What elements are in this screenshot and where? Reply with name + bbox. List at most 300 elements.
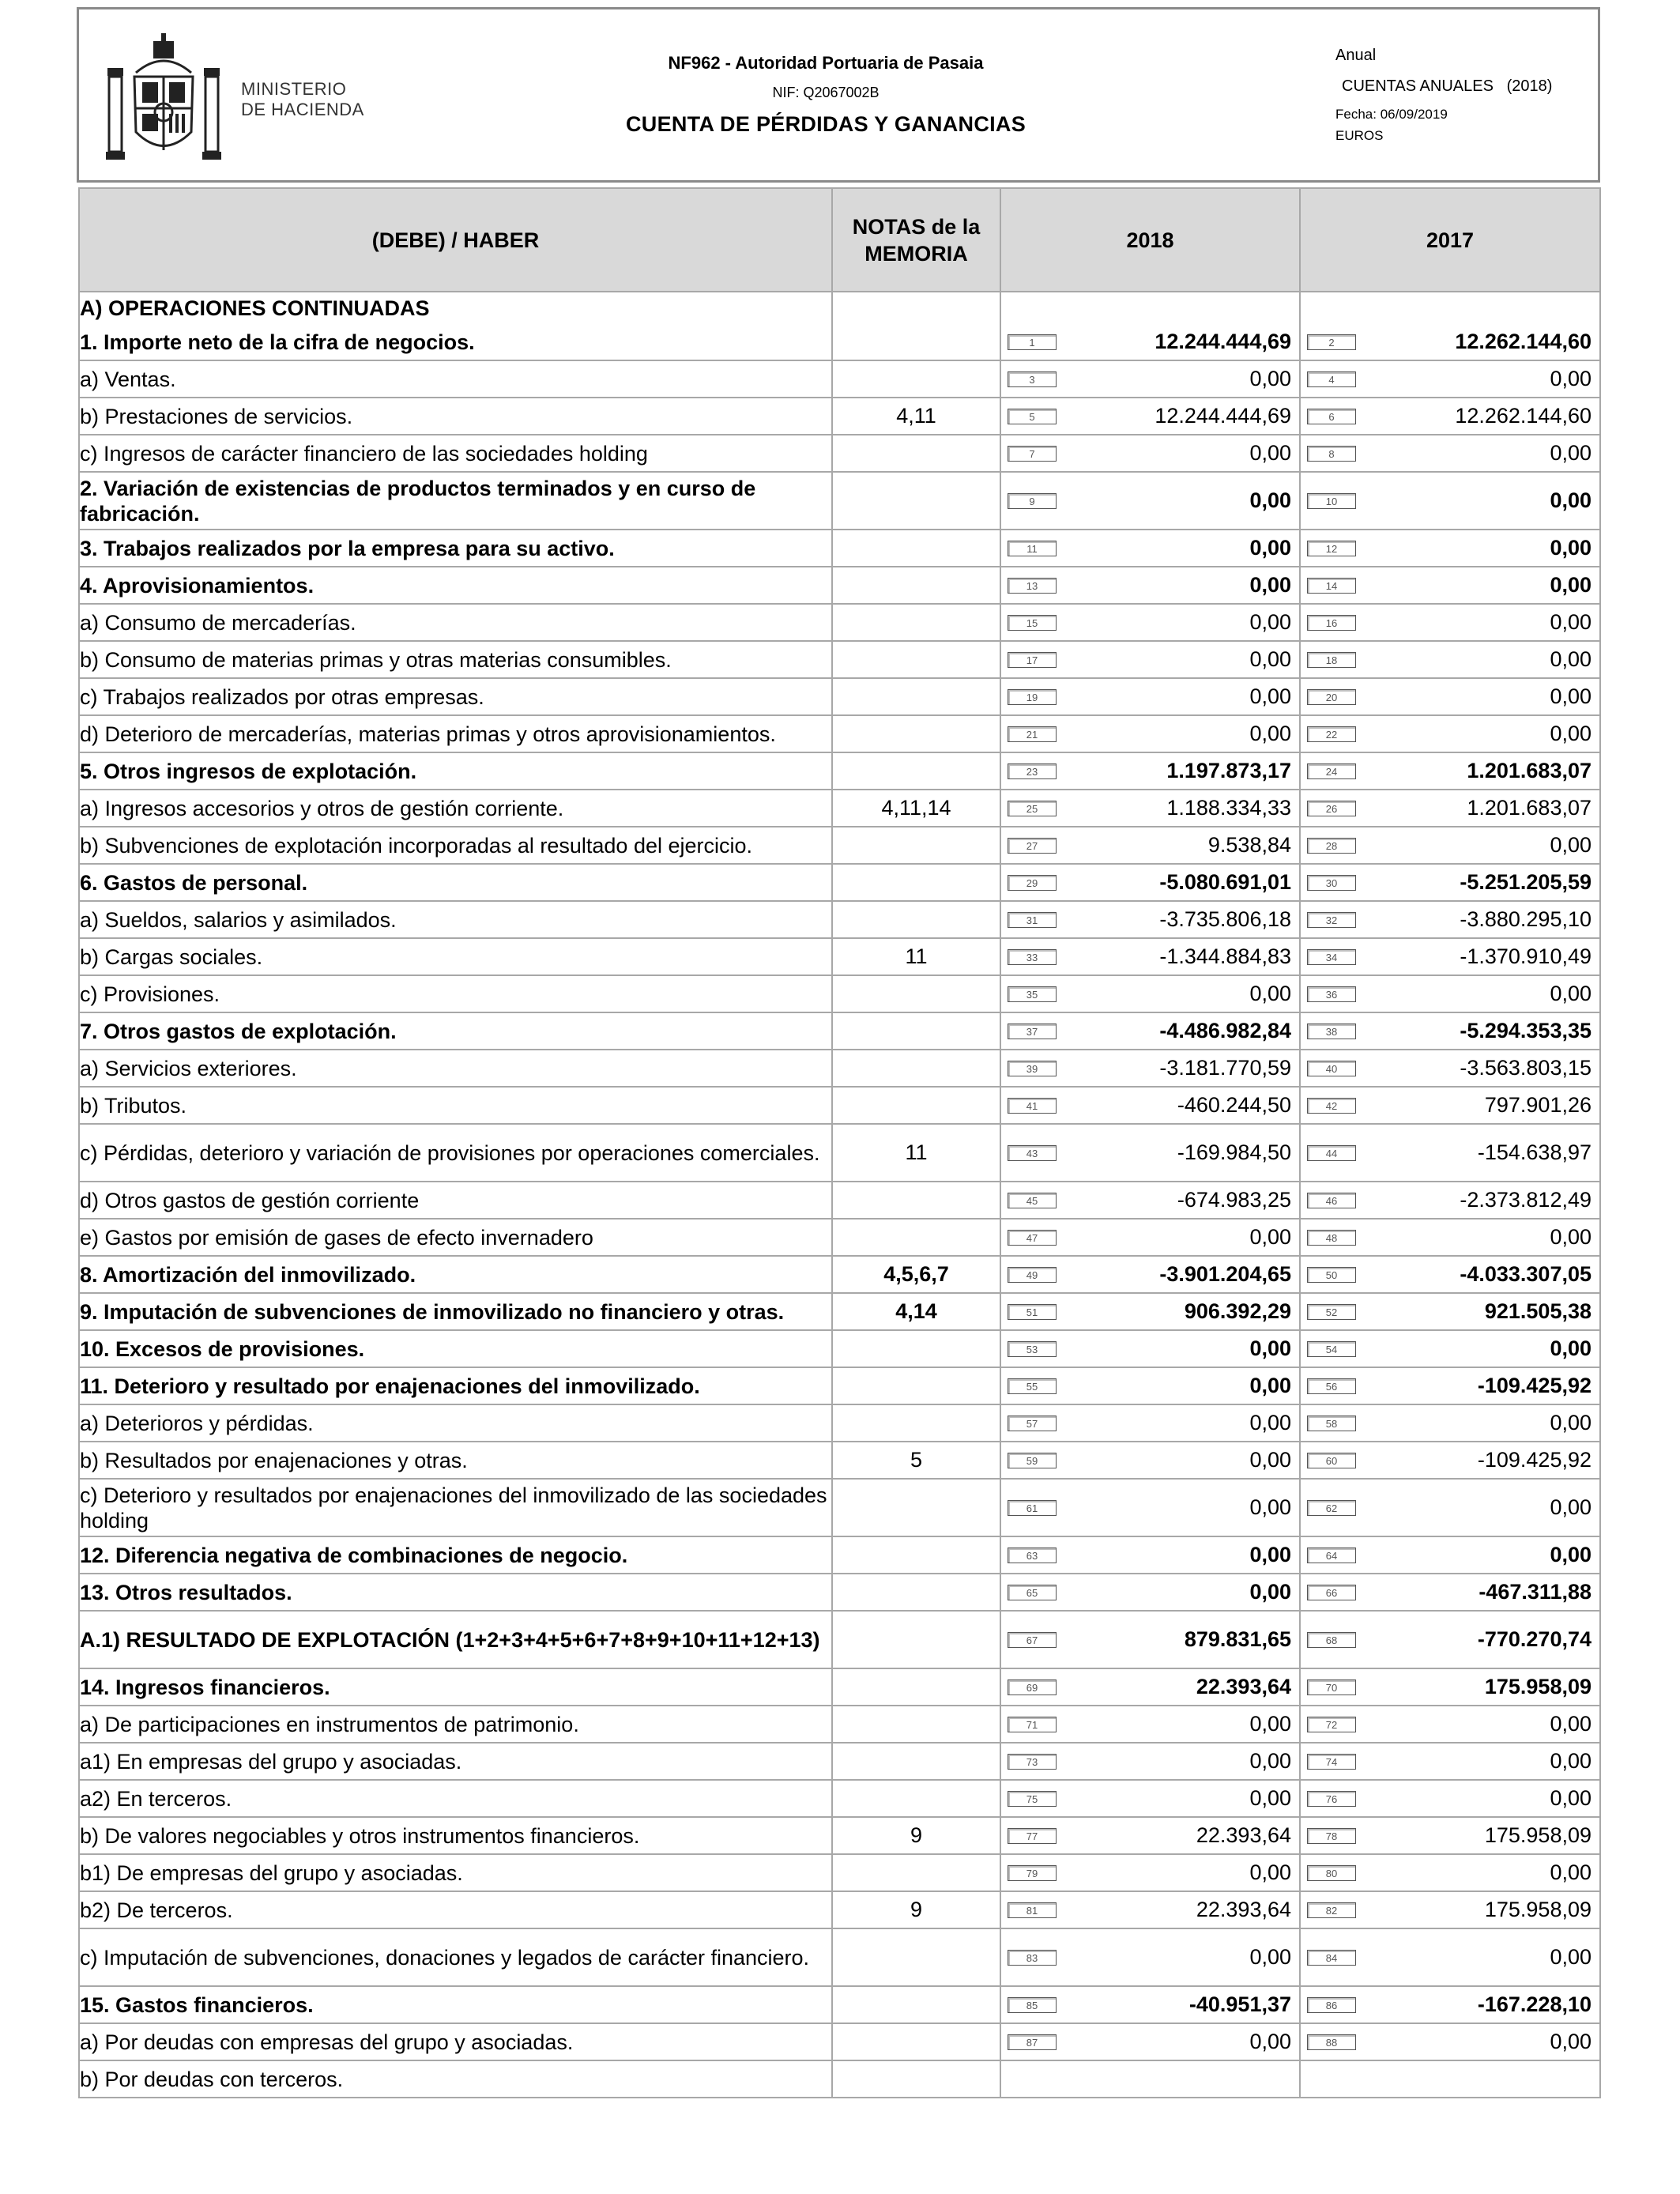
column-header-2018: 2018 <box>1000 188 1300 292</box>
value-2017: 0,00 <box>1550 1411 1591 1434</box>
value-2017: -467.311,88 <box>1478 1580 1591 1604</box>
table-row <box>79 1256 1600 1293</box>
document-title: CUENTA DE PÉRDIDAS Y GANANCIAS <box>625 112 1026 136</box>
value-2018-cell <box>1000 1743 1300 1780</box>
table-row <box>79 1479 1600 1536</box>
row-label: c) Trabajos realizados por otras empresas. <box>79 678 832 715</box>
field-number-box: 4 <box>1307 371 1356 387</box>
row-label: A.1) RESULTADO DE EXPLOTACIÓN (1+2+3+4+5+6+7+8+9+10+11+12+13) <box>79 1611 832 1668</box>
row-notes <box>832 1087 1000 1124</box>
field-number-box: 67 <box>1008 1632 1057 1648</box>
row-notes: 11 <box>832 938 1000 975</box>
row-notes <box>832 1050 1000 1087</box>
field-number-box: 84 <box>1307 1950 1356 1966</box>
field-number-box: 31 <box>1008 912 1057 928</box>
table-row <box>79 1854 1600 1891</box>
row-label: 4. Aprovisionamientos. <box>79 567 832 604</box>
value-2017-cell <box>1300 1182 1600 1219</box>
row-label: 14. Ingresos financieros. <box>79 1668 832 1706</box>
value-2017: -4.033.307,05 <box>1460 1262 1591 1286</box>
value-2018-cell <box>1000 1780 1300 1817</box>
value-2018: 0,00 <box>1249 1336 1291 1360</box>
table-row <box>79 1442 1600 1479</box>
row-label: b) Cargas sociales. <box>79 938 832 975</box>
value-2018: 0,00 <box>1249 1543 1291 1566</box>
ministry-line-2: DE HACIENDA <box>241 100 364 119</box>
value-2018: 0,00 <box>1249 488 1291 512</box>
row-label: b) Consumo de materias primas y otras materias consumibles. <box>79 641 832 678</box>
field-number-box: 48 <box>1307 1230 1356 1246</box>
value-2018: -460.244,50 <box>1177 1093 1291 1117</box>
value-2017-cell <box>1300 975 1600 1012</box>
value-2017-cell <box>1300 864 1600 901</box>
row-label: a) Deterioros y pérdidas. <box>79 1404 832 1442</box>
row-notes <box>832 1182 1000 1219</box>
field-number-box: 80 <box>1307 1865 1356 1881</box>
row-label: a) Ventas. <box>79 360 832 398</box>
row-notes <box>832 567 1000 604</box>
value-2018: 0,00 <box>1249 573 1291 597</box>
row-notes <box>832 2060 1000 2098</box>
row-label: a) De participaciones en instrumentos de patrimonio. <box>79 1706 832 1743</box>
value-2018-cell <box>1000 1293 1300 1330</box>
field-number-box: 21 <box>1008 726 1057 742</box>
value-2018-cell <box>1000 1611 1300 1668</box>
value-2017-cell <box>1300 530 1600 567</box>
value-2017: 12.262.144,60 <box>1455 404 1591 428</box>
row-label: a) Ingresos accesorios y otros de gestión corriente. <box>79 790 832 827</box>
table-row <box>79 975 1600 1012</box>
table-header-row <box>79 188 1600 292</box>
value-2018-cell <box>1000 1706 1300 1743</box>
field-number-box: 64 <box>1307 1547 1356 1563</box>
value-2018-cell <box>1000 567 1300 604</box>
row-label: b) Prestaciones de servicios. <box>79 398 832 435</box>
value-2017-cell <box>1300 567 1600 604</box>
row-notes <box>832 1330 1000 1367</box>
field-number-box: 23 <box>1008 763 1057 779</box>
row-notes <box>832 360 1000 398</box>
field-number-box: 82 <box>1307 1902 1356 1918</box>
field-number-box: 56 <box>1307 1378 1356 1394</box>
field-number-box: 17 <box>1008 652 1057 668</box>
table-row <box>79 1087 1600 1124</box>
table-row <box>79 752 1600 790</box>
field-number-box: 29 <box>1008 875 1057 891</box>
value-2017-cell <box>1300 1293 1600 1330</box>
field-number-box: 78 <box>1307 1828 1356 1844</box>
field-number-box: 34 <box>1307 949 1356 965</box>
table-row <box>79 472 1600 530</box>
value-2018: 0,00 <box>1249 1712 1291 1736</box>
field-number-box: 40 <box>1307 1061 1356 1076</box>
field-number-box: 60 <box>1307 1453 1356 1468</box>
value-2018-cell <box>1000 324 1300 360</box>
row-label: a2) En terceros. <box>79 1780 832 1817</box>
value-2018-cell <box>1000 1817 1300 1854</box>
row-notes <box>832 827 1000 864</box>
field-number-box: 38 <box>1307 1023 1356 1039</box>
row-notes: 4,14 <box>832 1293 1000 1330</box>
value-2018: 22.393,64 <box>1196 1898 1291 1921</box>
period-type: Anual <box>1335 47 1377 64</box>
row-notes <box>832 1928 1000 1986</box>
entity-name: NF962 - Autoridad Portuaria de Pasaia <box>668 53 984 73</box>
value-2017-cell <box>1300 1706 1600 1743</box>
row-notes <box>832 1706 1000 1743</box>
value-2018: -674.983,25 <box>1177 1188 1291 1212</box>
value-2017: 0,00 <box>1550 610 1591 634</box>
value-2017-cell <box>1300 324 1600 360</box>
value-2018: 0,00 <box>1249 1495 1291 1519</box>
table-row <box>79 641 1600 678</box>
value-2017: 0,00 <box>1550 1749 1591 1773</box>
value-2018-cell <box>1000 1986 1300 2023</box>
field-number-box: 9 <box>1008 493 1057 509</box>
value-2018-cell <box>1000 752 1300 790</box>
document-date: Fecha: 06/09/2019 <box>1335 107 1448 122</box>
value-2017: 0,00 <box>1550 1336 1591 1360</box>
value-2018: 1.197.873,17 <box>1166 759 1291 782</box>
value-2017: -1.370.910,49 <box>1460 944 1591 968</box>
value-2017-cell <box>1300 360 1600 398</box>
coat-of-arms-logo <box>104 33 223 168</box>
field-number-box: 33 <box>1008 949 1057 965</box>
row-label: d) Otros gastos de gestión corriente <box>79 1182 832 1219</box>
field-number-box: 26 <box>1307 801 1356 816</box>
value-2018-cell <box>1000 975 1300 1012</box>
row-label: d) Deterioro de mercaderías, materias primas y otros aprovisionamientos. <box>79 715 832 752</box>
value-2018: 12.244.444,69 <box>1155 330 1291 353</box>
value-2017-cell <box>1300 1928 1600 1986</box>
value-2018: -40.951,37 <box>1188 1992 1291 2016</box>
value-2018-cell <box>1000 1404 1300 1442</box>
table-row <box>79 1367 1600 1404</box>
value-2017: 0,00 <box>1550 684 1591 708</box>
field-number-box: 30 <box>1307 875 1356 891</box>
value-2017-cell <box>1300 604 1600 641</box>
row-notes <box>832 1743 1000 1780</box>
field-number-box: 14 <box>1307 578 1356 594</box>
value-2018-cell <box>1000 1012 1300 1050</box>
table-row <box>79 1050 1600 1087</box>
row-notes: 4,11 <box>832 398 1000 435</box>
field-number-box: 13 <box>1008 578 1057 594</box>
value-2017-cell <box>1300 398 1600 435</box>
table-row <box>79 1743 1600 1780</box>
field-number-box: 45 <box>1008 1193 1057 1208</box>
value-2018: 0,00 <box>1249 536 1291 560</box>
row-notes <box>832 1574 1000 1611</box>
value-2018-cell <box>1000 360 1300 398</box>
value-2018: -1.344.884,83 <box>1159 944 1291 968</box>
field-number-box: 5 <box>1008 409 1057 424</box>
row-label: c) Pérdidas, deterioro y variación de provisiones por operaciones comerciales. <box>79 1124 832 1182</box>
value-2017: 1.201.683,07 <box>1467 759 1591 782</box>
value-2017: 921.505,38 <box>1484 1299 1591 1323</box>
field-number-box: 16 <box>1307 615 1356 631</box>
value-2018-cell <box>1000 1330 1300 1367</box>
value-2017-cell <box>1300 1817 1600 1854</box>
value-2018: 1.188.334,33 <box>1166 796 1291 820</box>
row-notes <box>832 1668 1000 1706</box>
value-2017-cell <box>1300 1012 1600 1050</box>
value-2018: 0,00 <box>1249 684 1291 708</box>
field-number-box: 1 <box>1008 334 1057 350</box>
row-label: c) Deterioro y resultados por enajenaciones del inmovilizado de las sociedades holding <box>79 1479 832 1536</box>
value-2017: -154.638,97 <box>1477 1140 1591 1164</box>
row-label: 5. Otros ingresos de explotación. <box>79 752 832 790</box>
field-number-box: 28 <box>1307 838 1356 854</box>
document-header <box>77 7 1600 183</box>
field-number-box: 77 <box>1008 1828 1057 1844</box>
row-label: b2) De terceros. <box>79 1891 832 1928</box>
row-label: a) Consumo de mercaderías. <box>79 604 832 641</box>
table-row <box>79 1574 1600 1611</box>
row-notes <box>832 1536 1000 1574</box>
field-number-box: 61 <box>1008 1500 1057 1516</box>
ministry-line-1: MINISTERIO <box>241 79 347 99</box>
field-number-box: 69 <box>1008 1679 1057 1695</box>
row-label: b) Tributos. <box>79 1087 832 1124</box>
table-row <box>79 1611 1600 1668</box>
row-notes <box>832 864 1000 901</box>
value-2018-cell <box>1000 2023 1300 2060</box>
table-row <box>79 2023 1600 2060</box>
field-number-box: 79 <box>1008 1865 1057 1881</box>
field-number-box: 37 <box>1008 1023 1057 1039</box>
field-number-box: 36 <box>1307 986 1356 1002</box>
row-label: b) De valores negociables y otros instrumentos financieros. <box>79 1817 832 1854</box>
field-number-box: 74 <box>1307 1754 1356 1770</box>
row-label: a) Servicios exteriores. <box>79 1050 832 1087</box>
value-2018-cell <box>1000 1854 1300 1891</box>
row-notes <box>832 604 1000 641</box>
field-number-box: 63 <box>1008 1547 1057 1563</box>
section-notes-cell <box>832 292 1000 324</box>
field-number-box: 51 <box>1008 1304 1057 1320</box>
column-header-concept: (DEBE) / HABER <box>79 188 832 292</box>
value-2017: -3.880.295,10 <box>1460 907 1591 931</box>
field-number-box: 70 <box>1307 1679 1356 1695</box>
value-2017: -167.228,10 <box>1477 1992 1591 2016</box>
field-number-box: 3 <box>1008 371 1057 387</box>
field-number-box: 24 <box>1307 763 1356 779</box>
value-2017: 797.901,26 <box>1484 1093 1591 1117</box>
value-2018: -5.080.691,01 <box>1159 870 1291 894</box>
field-number-box: 18 <box>1307 652 1356 668</box>
value-2017: 0,00 <box>1550 1225 1591 1249</box>
value-2017: 0,00 <box>1550 647 1591 671</box>
field-number-box: 59 <box>1008 1453 1057 1468</box>
row-notes <box>832 1367 1000 1404</box>
value-2017-cell <box>1300 1256 1600 1293</box>
field-number-box: 6 <box>1307 409 1356 424</box>
value-2018-cell <box>1000 1256 1300 1293</box>
value-2018: 879.831,65 <box>1184 1627 1291 1651</box>
field-number-box: 68 <box>1307 1632 1356 1648</box>
field-number-box: 50 <box>1307 1267 1356 1283</box>
field-number-box: 7 <box>1008 446 1057 462</box>
row-notes <box>832 1479 1000 1536</box>
value-2017-cell <box>1300 1087 1600 1124</box>
table-row <box>79 1293 1600 1330</box>
value-2018: 0,00 <box>1249 1749 1291 1773</box>
table-row <box>79 604 1600 641</box>
row-label: 10. Excesos de provisiones. <box>79 1330 832 1367</box>
row-label: 15. Gastos financieros. <box>79 1986 832 2023</box>
value-2018: 0,00 <box>1249 1225 1291 1249</box>
value-2018: 12.244.444,69 <box>1155 404 1291 428</box>
table-row <box>79 1536 1600 1574</box>
value-2018: -3.735.806,18 <box>1159 907 1291 931</box>
table-row <box>79 678 1600 715</box>
value-2017-cell <box>1300 472 1600 530</box>
table-row <box>79 1986 1600 2023</box>
value-2018: 0,00 <box>1249 647 1291 671</box>
row-notes <box>832 1854 1000 1891</box>
row-notes <box>832 1780 1000 1817</box>
value-2018: 0,00 <box>1249 610 1291 634</box>
field-number-box: 15 <box>1008 615 1057 631</box>
value-2017-cell <box>1300 1367 1600 1404</box>
row-notes: 4,5,6,7 <box>832 1256 1000 1293</box>
value-2017: 0,00 <box>1550 1786 1591 1810</box>
row-label: a) Sueldos, salarios y asimilados. <box>79 901 832 938</box>
table-row <box>79 530 1600 567</box>
field-number-box: 54 <box>1307 1341 1356 1357</box>
field-number-box: 83 <box>1008 1950 1057 1966</box>
value-2018-cell <box>1000 1668 1300 1706</box>
table-row <box>79 1012 1600 1050</box>
value-2018: 9.538,84 <box>1207 833 1291 857</box>
value-2018: 0,00 <box>1249 367 1291 390</box>
value-2017: -109.425,92 <box>1477 1448 1591 1472</box>
value-2018-cell <box>1000 715 1300 752</box>
field-number-box: 42 <box>1307 1098 1356 1114</box>
value-2018-cell <box>1000 1479 1300 1536</box>
field-number-box: 73 <box>1008 1754 1057 1770</box>
value-2018-cell <box>1000 472 1300 530</box>
value-2018-cell <box>1000 938 1300 975</box>
row-notes <box>832 1404 1000 1442</box>
table-row <box>79 1124 1600 1182</box>
value-2017-cell <box>1300 1611 1600 1668</box>
row-notes: 4,11,14 <box>832 790 1000 827</box>
value-2018-cell <box>1000 435 1300 472</box>
row-label: b) Resultados por enajenaciones y otras. <box>79 1442 832 1479</box>
value-2018-cell <box>1000 1124 1300 1182</box>
value-2018-cell <box>1000 641 1300 678</box>
value-2018-cell <box>1000 530 1300 567</box>
row-notes <box>832 752 1000 790</box>
row-notes <box>832 715 1000 752</box>
field-number-box: 87 <box>1008 2034 1057 2050</box>
value-2017: -5.294.353,35 <box>1460 1019 1591 1042</box>
field-number-box: 43 <box>1008 1145 1057 1161</box>
value-2017: 0,00 <box>1550 2030 1591 2053</box>
value-2017: 0,00 <box>1550 833 1591 857</box>
value-2018: 0,00 <box>1249 1448 1291 1472</box>
row-label: a) Por deudas con empresas del grupo y asociadas. <box>79 2023 832 2060</box>
field-number-box: 55 <box>1008 1378 1057 1394</box>
row-label: c) Provisiones. <box>79 975 832 1012</box>
value-2018-cell <box>1000 901 1300 938</box>
field-number-box: 12 <box>1307 541 1356 556</box>
value-2018-cell <box>1000 1367 1300 1404</box>
value-2017-cell <box>1300 1330 1600 1367</box>
value-2017: 0,00 <box>1550 573 1591 597</box>
value-2017-cell <box>1300 435 1600 472</box>
value-2018-cell <box>1000 398 1300 435</box>
value-2018-cell <box>1000 1574 1300 1611</box>
field-number-box: 85 <box>1008 1997 1057 2013</box>
value-2017-cell <box>1300 1479 1600 1536</box>
field-number-box: 35 <box>1008 986 1057 1002</box>
ministry-name <box>241 79 364 120</box>
value-2017-cell <box>1300 1986 1600 2023</box>
column-header-2017: 2017 <box>1300 188 1600 292</box>
field-number-box: 75 <box>1008 1791 1057 1807</box>
value-2018: 22.393,64 <box>1196 1675 1291 1698</box>
field-number-box: 86 <box>1307 1997 1356 2013</box>
section-row <box>79 292 1600 324</box>
value-2017: -5.251.205,59 <box>1460 870 1591 894</box>
row-label: b1) De empresas del grupo y asociadas. <box>79 1854 832 1891</box>
value-2017: 0,00 <box>1550 367 1591 390</box>
table-row <box>79 567 1600 604</box>
row-notes <box>832 678 1000 715</box>
row-label: 7. Otros gastos de explotación. <box>79 1012 832 1050</box>
table-row <box>79 938 1600 975</box>
profit-loss-table <box>78 187 1601 2098</box>
value-2017-cell <box>1300 715 1600 752</box>
table-row <box>79 827 1600 864</box>
field-number-box: 81 <box>1008 1902 1057 1918</box>
value-2017-cell <box>1300 1780 1600 1817</box>
value-2017-cell <box>1300 1050 1600 1087</box>
value-2018: 0,00 <box>1249 1945 1291 1969</box>
value-2018-cell <box>1000 1087 1300 1124</box>
field-number-box: 52 <box>1307 1304 1356 1320</box>
value-2017: 0,00 <box>1550 1945 1591 1969</box>
field-number-box: 39 <box>1008 1061 1057 1076</box>
value-2017-cell <box>1300 1124 1600 1182</box>
row-label: c) Ingresos de carácter financiero de las sociedades holding <box>79 435 832 472</box>
table-row <box>79 1706 1600 1743</box>
value-2017: 0,00 <box>1550 1712 1591 1736</box>
accounts-year: CUENTAS ANUALES (2018) <box>1342 77 1553 95</box>
row-notes: 9 <box>832 1817 1000 1854</box>
row-label: c) Imputación de subvenciones, donaciones y legados de carácter financiero. <box>79 1928 832 1986</box>
row-notes <box>832 1219 1000 1256</box>
row-label: e) Gastos por emisión de gases de efecto invernadero <box>79 1219 832 1256</box>
field-number-box: 49 <box>1008 1267 1057 1283</box>
value-2017-cell <box>1300 1574 1600 1611</box>
value-2018: -3.901.204,65 <box>1159 1262 1291 1286</box>
value-2017-cell <box>1300 938 1600 975</box>
value-2017: 0,00 <box>1550 1495 1591 1519</box>
value-2017: 0,00 <box>1550 722 1591 745</box>
value-2017-cell <box>1300 2023 1600 2060</box>
field-number-box: 41 <box>1008 1098 1057 1114</box>
table-row <box>79 790 1600 827</box>
field-number-box: 20 <box>1307 689 1356 705</box>
section-2017-cell <box>1300 292 1600 324</box>
table-row <box>79 715 1600 752</box>
row-notes <box>832 435 1000 472</box>
row-notes <box>832 530 1000 567</box>
